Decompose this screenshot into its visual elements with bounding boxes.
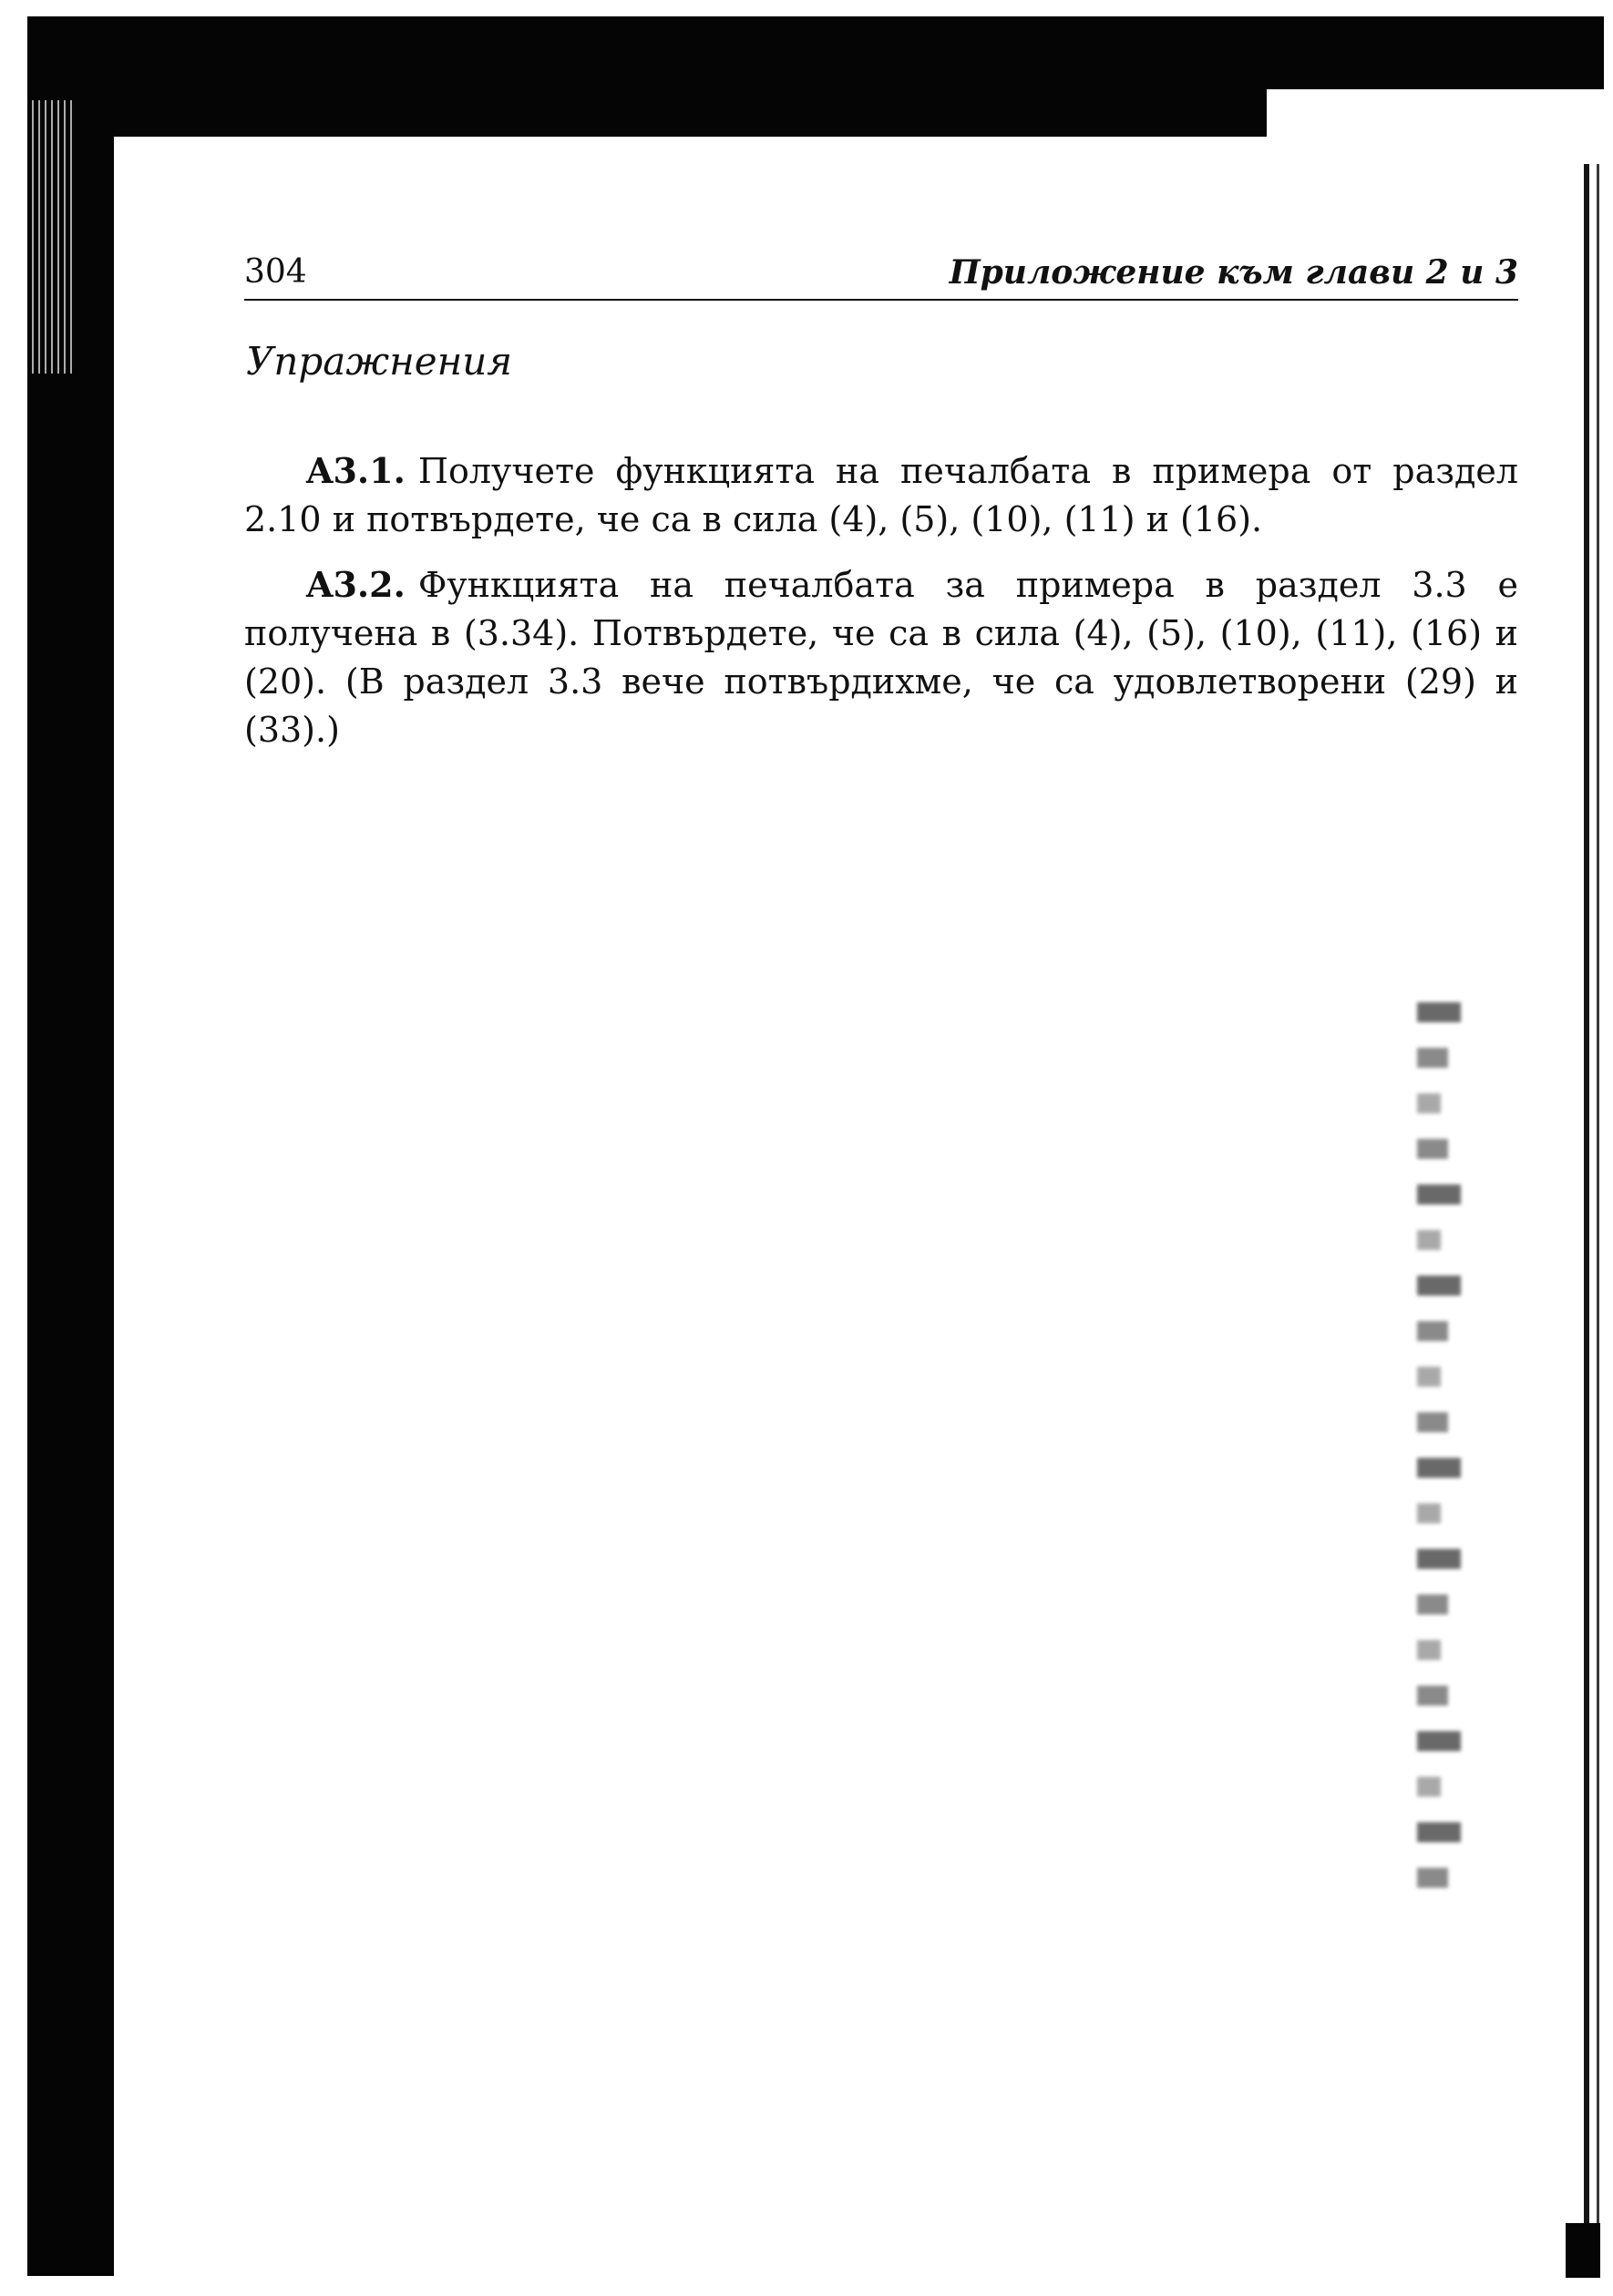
scan-border-streaks [27, 100, 73, 374]
exercise-list [244, 446, 1518, 771]
scan-border-right [1584, 164, 1589, 2260]
scan-border-right-inner [1597, 164, 1599, 2260]
page-number: 304 [244, 253, 307, 291]
section-title: Упражнения [246, 339, 513, 384]
scan-border-top-step [27, 89, 1267, 137]
exercise-item [244, 560, 1518, 754]
bleed-through-marks [1417, 1002, 1481, 2187]
exercise-text: Получете функцията на печалбата в примера от раздел 2.10 и потвърдете, че са в сила (4), (5), (10), (11) и (16). [244, 451, 1518, 539]
exercise-item [244, 446, 1518, 544]
running-title: Приложение към глави 2 и 3 [949, 253, 1518, 292]
scan-border-top [27, 16, 1604, 89]
scan-border-bottom-right [1566, 2223, 1600, 2278]
exercise-text: Функцията на печалбата за примера в раздел 3.3 е получена в (3.34). Потвърдете, че са в сила (4), (5), (10), (11), (16) и (20). (В раздел 3.3 вече потвърдихме, че са удовлетворени (29) и (33).) [244, 565, 1518, 750]
exercise-number: A3.2. [306, 564, 406, 605]
page-header [244, 251, 1518, 301]
exercise-number: A3.1. [306, 450, 406, 491]
